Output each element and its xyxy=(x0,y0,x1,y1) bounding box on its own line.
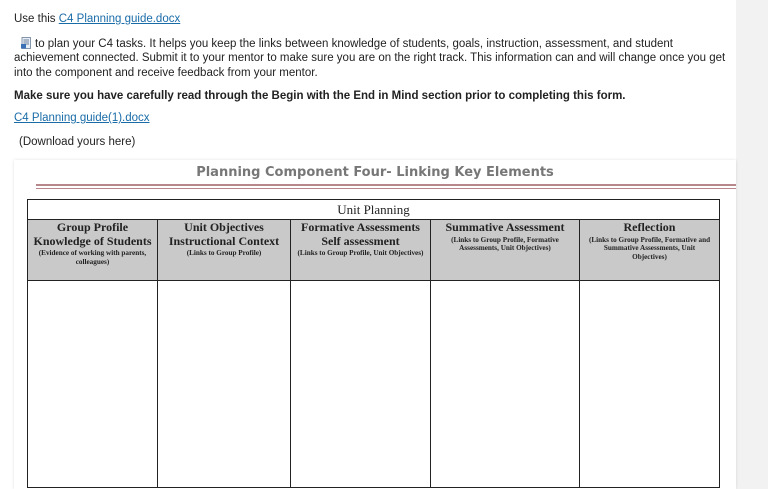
column-header-main: Reflection xyxy=(623,220,676,234)
table-cell xyxy=(28,281,158,488)
column-header-formative xyxy=(291,220,431,281)
column-header-sub: (Links to Group Profile, Formative and Summative Assessments, Unit Objectives) xyxy=(588,235,711,261)
planning-guide-link[interactable]: C4 Planning guide.docx xyxy=(58,13,181,25)
column-header-main: Summative Assessment xyxy=(445,220,565,234)
table-cell xyxy=(158,281,291,488)
planning-guide-download-link[interactable]: C4 Planning guide(1).docx xyxy=(14,112,150,124)
intro-line xyxy=(14,12,180,26)
table-cell xyxy=(431,281,580,488)
intro-prefix: Use this xyxy=(14,13,56,25)
title-rule-secondary xyxy=(36,188,736,189)
column-header-sub: (Links to Group Profile, Formative Assessments, Unit Objectives) xyxy=(451,235,559,252)
download-note: (Download yours here) xyxy=(19,136,136,148)
table-header-row xyxy=(28,220,720,281)
instructions-paragraph xyxy=(14,37,729,80)
document-icon[interactable] xyxy=(21,37,32,49)
table-cell xyxy=(291,281,431,488)
table-body-row xyxy=(28,281,720,488)
download-link-line xyxy=(14,111,150,125)
document-preview xyxy=(14,160,736,489)
table-cell xyxy=(580,281,720,488)
right-margin-panel xyxy=(736,0,768,489)
column-header-group-profile xyxy=(28,220,158,281)
column-header-main: Unit Objectives Instructional Context xyxy=(168,220,280,248)
column-header-main: Formative Assessments Self assessment xyxy=(301,220,420,248)
unit-planning-table xyxy=(27,199,720,488)
notice-text: Make sure you have carefully read through the Begin with the End in Mind section prior to completing this form. xyxy=(14,90,626,102)
table-title: Unit Planning xyxy=(28,200,720,220)
column-header-sub: (Links to Group Profile, Unit Objectives) xyxy=(297,249,424,257)
column-header-summative xyxy=(431,220,580,281)
column-header-reflection xyxy=(580,220,720,281)
instructions-text: to plan your C4 tasks. It helps you keep the links between knowledge of students, goals, instruction, assessment, and student achievement connected. Submit it to your mentor to make sure you are on the right track. This information can and will change once you get into the component and receive feedback from your mentor. xyxy=(14,38,726,79)
column-header-sub: (Evidence of working with parents, colleagues) xyxy=(38,249,147,266)
title-rule xyxy=(36,184,736,186)
column-header-unit-objectives xyxy=(158,220,291,281)
document-title: Planning Component Four- Linking Key Elements xyxy=(196,165,554,180)
column-header-main: Group Profile Knowledge of Students xyxy=(33,220,152,248)
column-header-sub: (Links to Group Profile) xyxy=(186,249,262,257)
